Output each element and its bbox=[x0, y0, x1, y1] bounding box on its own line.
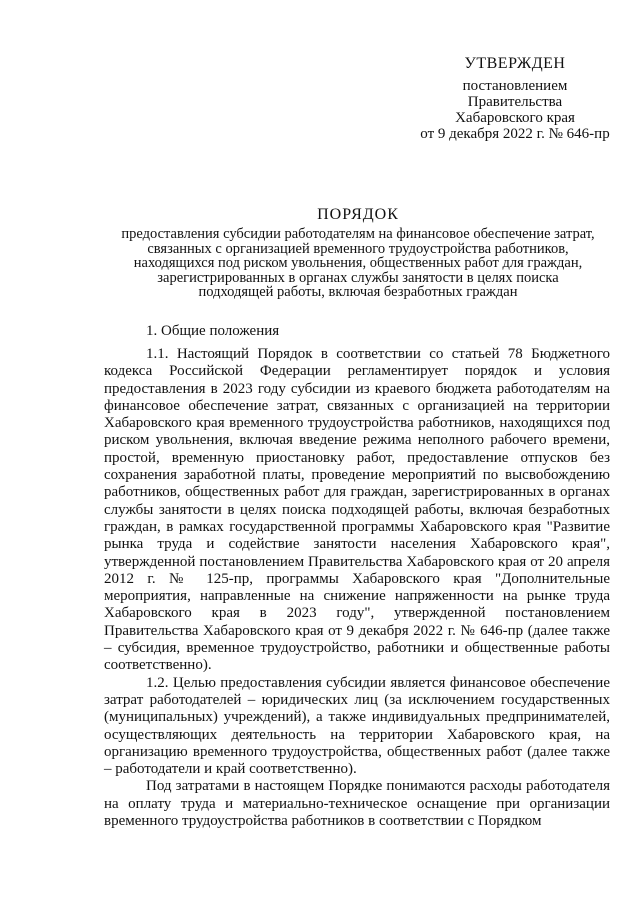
approval-line: постановлением bbox=[462, 78, 568, 94]
section-body bbox=[104, 346, 610, 830]
document-subtitle: предоставления субсидии работодателям на финансовое обеспечение затрат, связанных с организацией временного трудоустройства работников, находящихся под риском увольнения, общественных работ для граждан, зарегистрированных в органах службы занятости в целях поиска подходящей работы, включая безработных граждан bbox=[121, 226, 595, 300]
paragraph: Под затратами в настоящем Порядке понимаются расходы работодателя на оплату труда и материально-техническое оснащение при организации временного трудоустройства работников в соответствии с Порядком bbox=[104, 778, 610, 830]
section-heading: 1. Общие положения bbox=[146, 323, 280, 339]
approval-line: Хабаровского края bbox=[455, 110, 575, 126]
approval-title: УТВЕРЖДЕН bbox=[464, 55, 566, 72]
paragraph: 1.1. Настоящий Порядок в соответствии со статьей 78 Бюджетного кодекса Российской Федерации регламентирует порядок и условия предоставления в 2023 году субсидии из краевого бюджета работодателям на финансовое обеспечение затрат, связанных с организацией на территории Хабаровского края временного трудоустройства работников, находящихся под риском увольнения, включая введение режима неполного рабочего времени, простой, временную приостановку работ, предоставление отпусков без сохранения заработной платы, проведение мероприятий по высвобождению работников, общественных работ для граждан, зарегистрированных в органах службы занятости в целях поиска подходящей работы, включая безработных граждан, в рамках государственной программы Хабаровского края "Развитие рынка труда и содействие занятости населения Хабаровского края", утвержденной постановлением Правительства Хабаровского края от 20 апреля 2012 г. № 125-пр, программы Хабаровского края "Дополнительные мероприятия, направленные на снижение напряженности на рынке труда Хабаровского края в 2023 году", утвержденной постановлением Правительства Хабаровского края от 9 декабря 2022 г. № 646-пр (далее также – субсидия, временное трудоустройство, работники и общественные работы соответственно). bbox=[104, 346, 610, 674]
document-title: ПОРЯДОК bbox=[317, 206, 399, 223]
paragraph: 1.2. Целью предоставления субсидии является финансовое обеспечение затрат работодателей – юридических лиц (за исключением государственных (муниципальных) учреждений), а также индивидуальных предпринимателей, осуществляющих деятельность на территории Хабаровского края, на организацию временного трудоустройства, общественных работ (далее также – работодатели и край соответственно). bbox=[104, 674, 610, 778]
approval-date: от 9 декабря 2022 г. № 646-пр bbox=[420, 126, 610, 142]
approval-block bbox=[400, 56, 630, 142]
approval-line: Правительства bbox=[467, 94, 563, 110]
